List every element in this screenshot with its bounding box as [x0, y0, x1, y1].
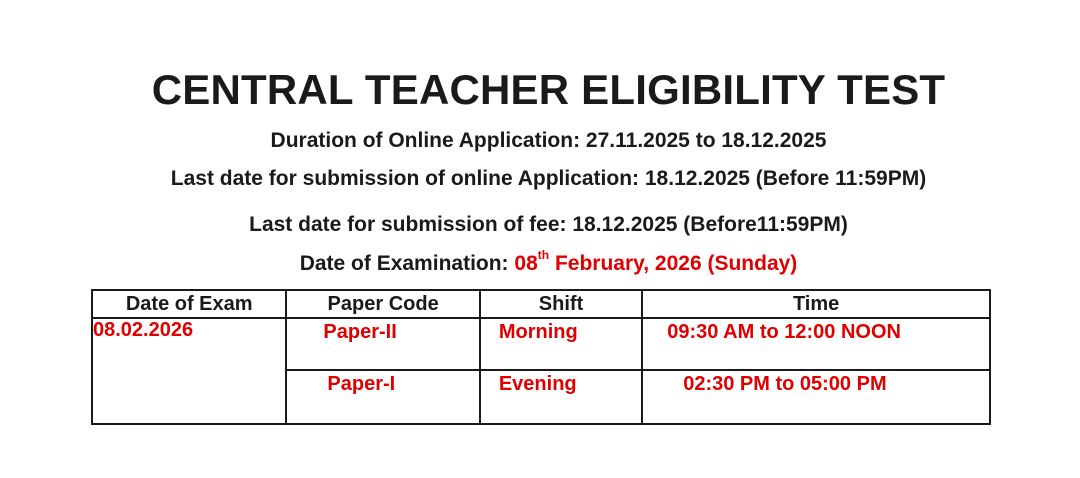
application-last-date: [0, 167, 1080, 191]
shift-text: Evening: [498, 373, 577, 395]
header-date-of-exam: Date of Exam: [92, 290, 286, 318]
header-paper-code: Paper Code: [286, 290, 479, 318]
application-duration-value: 27.11.2025 to 18.12.2025: [585, 129, 827, 152]
examination-date-day: 08: [514, 252, 538, 275]
time-cell: [642, 370, 990, 424]
fee-last-date: [0, 213, 1080, 237]
application-last-date-label: Last date for submission of online Application:: [170, 167, 640, 190]
examination-date-suffix: th: [537, 248, 550, 262]
paper-code-text: Paper-I: [327, 373, 396, 395]
application-last-date-value: 18.12.2025 (Before 11:59PM): [644, 167, 927, 190]
shift-cell: [480, 370, 642, 424]
shift-text: Morning: [498, 321, 578, 343]
table-row: [92, 318, 990, 370]
application-duration: [0, 129, 1080, 153]
exam-date-text: 08.02.2026: [93, 319, 194, 341]
examination-date-rest: February, 2026 (Sunday): [554, 252, 798, 275]
examination-date-value: [514, 248, 798, 275]
shift-cell: [480, 318, 642, 370]
table-header-row: [92, 290, 990, 318]
exam-schedule-table: [91, 289, 991, 425]
examination-date-label: Date of Examination:: [299, 252, 509, 275]
fee-last-date-label: Last date for submission of fee:: [249, 213, 567, 236]
header-shift: Shift: [480, 290, 642, 318]
exam-date-cell: [92, 318, 286, 424]
fee-last-date-value: 18.12.2025 (Before11:59PM): [572, 213, 848, 236]
header-time: Time: [642, 290, 990, 318]
page-title: CENTRAL TEACHER ELIGIBILITY TEST: [151, 66, 946, 113]
paper-code-text: Paper-II: [323, 321, 397, 343]
application-duration-label: Duration of Online Application:: [270, 129, 581, 152]
paper-code-cell: [286, 370, 479, 424]
paper-code-cell: [286, 318, 479, 370]
examination-date: [0, 248, 1080, 276]
time-cell: [642, 318, 990, 370]
time-text: 02:30 PM to 05:00 PM: [683, 373, 887, 395]
time-text: 09:30 AM to 12:00 NOON: [667, 321, 901, 343]
